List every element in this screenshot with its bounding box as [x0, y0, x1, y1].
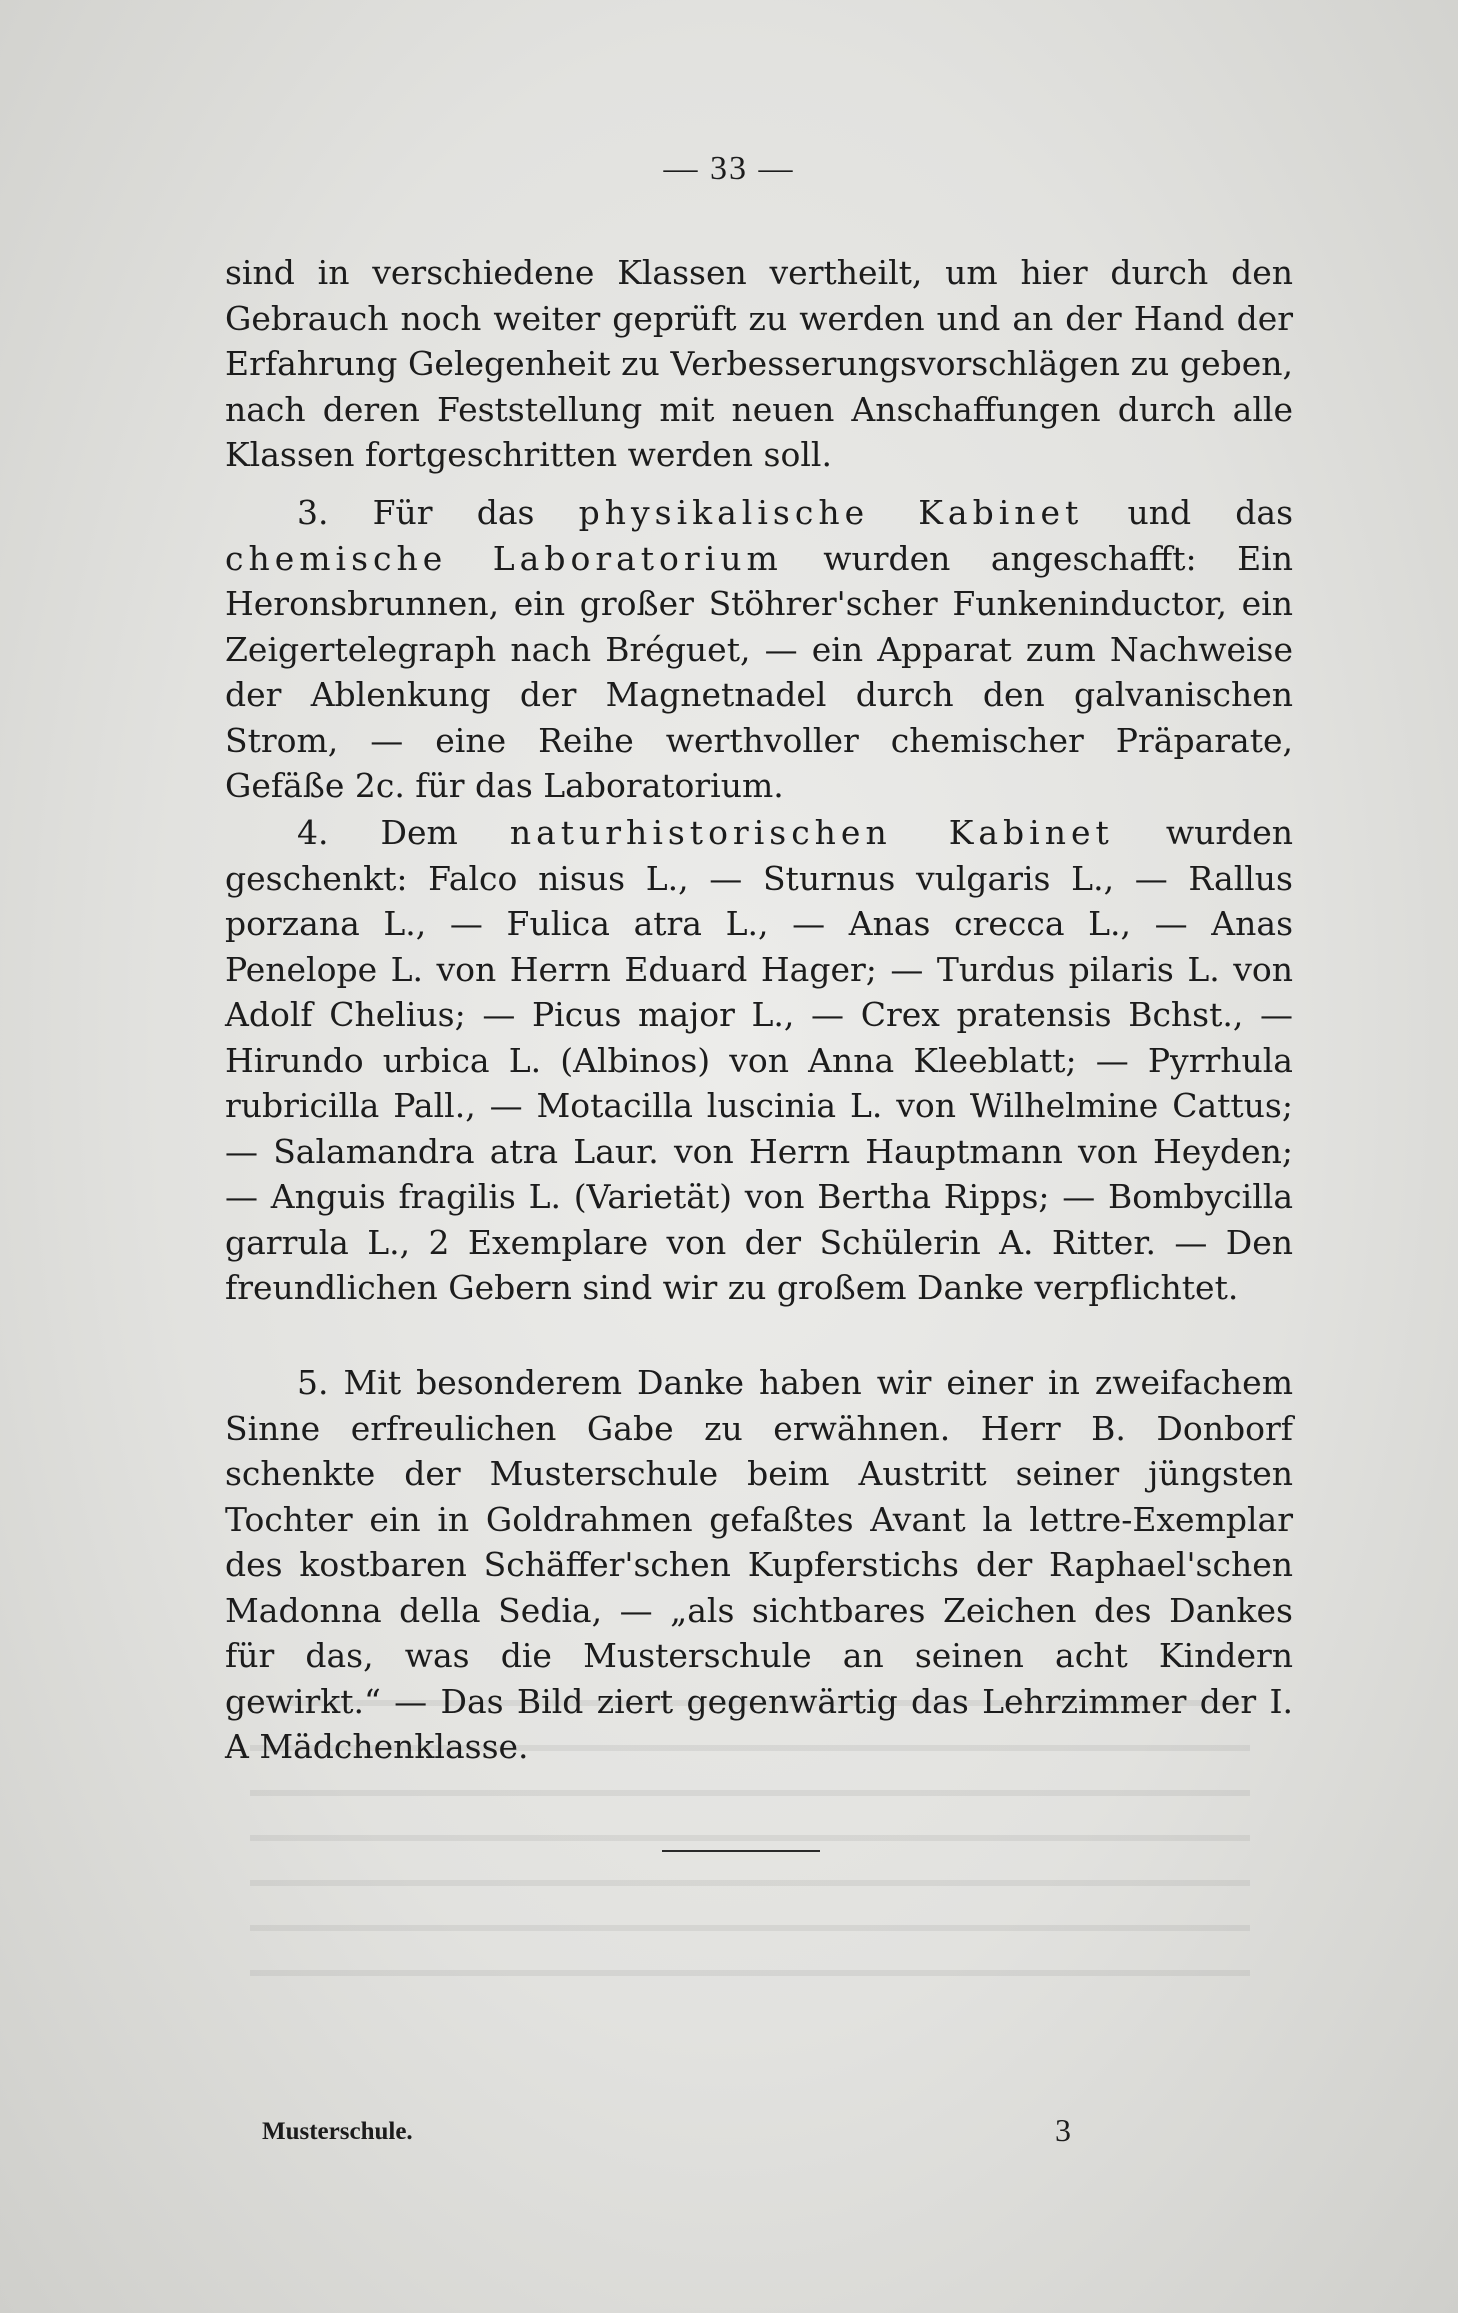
footer-sheet-number: 3 [1055, 2112, 1071, 2148]
paragraph-text: 4. Dem naturhistorischen Kabinet wurden geschenkt: Falco nisus L., — Sturnus vulgaris L., — Rallus porzana L., — Fulica atra L., — Anas crecca L., — Anas Penelope L. von Herrn Eduard Hager; — Turdus pilaris L. von Adolf Chelius; — Picus major L., — Crex pratensis Bchst., — Hirundo urbica L. (Albinos) von Anna Kleeblatt; — Pyrrhula rubricilla Pall., — Motacilla luscinia L. von Wilhelmine Cattus; — Salamandra atra Laur. von Herrn Hauptmann von Heyden; — Anguis fragilis L. (Varietät) von Bertha Ripps; — Bombycilla garrula L., 2 Exemplare von der Schülerin A. Ritter. — Den freundlichen Gebern sind wir zu großem Danke verpflichtet. [225, 813, 1294, 1307]
page-number-header: — 33 — [663, 150, 795, 187]
spaced-term: physikalische Kabinet [578, 493, 1084, 532]
footer-signature: Musterschule. [262, 2118, 413, 2145]
paragraph-3 [225, 490, 1293, 809]
paragraph-text: 5. Mit besonderem Danke haben wir einer in zweifachem Sinne erfreulichen Gabe zu erwähnen. Herr B. Donborf schenkte der Musterschule beim Austritt seiner jüngsten Tochter ein in Goldrahmen gefaßtes Avant la lettre-Exemplar des kostbaren Schäffer'schen Kupferstichs der Raphael'schen Madonna della Sedia, — „als sichtbares Zeichen des Dankes für das, was die Musterschule an seinen acht Kindern gewirkt.“ — Das Bild ziert gegenwärtig das Lehrzimmer der I. A Mädchenklasse. [225, 1363, 1293, 1766]
item-number: 3. [297, 493, 329, 532]
paragraph-4 [225, 810, 1293, 1311]
item-number: 4. [297, 813, 329, 852]
paragraph-5 [225, 1360, 1293, 1770]
item-number: 5. [297, 1363, 329, 1402]
paragraph-continuation [225, 250, 1293, 478]
paragraph-text: 3. Für das physikalische Kabinet und das chemische Laboratorium wurden angeschafft: Ein Heronsbrunnen, ein großer Stöhrer'scher Funkeninductor, ein Zeigertelegraph nach Bréguet, — ein Apparat zum Nachweise der Ablenkung der Magnetnadel durch den galvanischen Strom, — eine Reihe werthvoller chemischer Präparate, Gefäße 2c. für das Laboratorium. [225, 493, 1293, 805]
spaced-term: naturhistorischen Kabinet [509, 813, 1114, 852]
paragraph-text: sind in verschiedene Klassen vertheilt, um hier durch den Gebrauch noch weiter geprüft zu werden und an der Hand der Erfahrung Gelegenheit zu Verbesserungsvorschlägen zu geben, nach deren Feststellung mit neuen Anschaffungen durch alle Klassen fortgeschritten werden soll. [225, 253, 1293, 474]
section-divider [662, 1850, 820, 1852]
spaced-term: chemische Laboratorium [225, 538, 783, 578]
